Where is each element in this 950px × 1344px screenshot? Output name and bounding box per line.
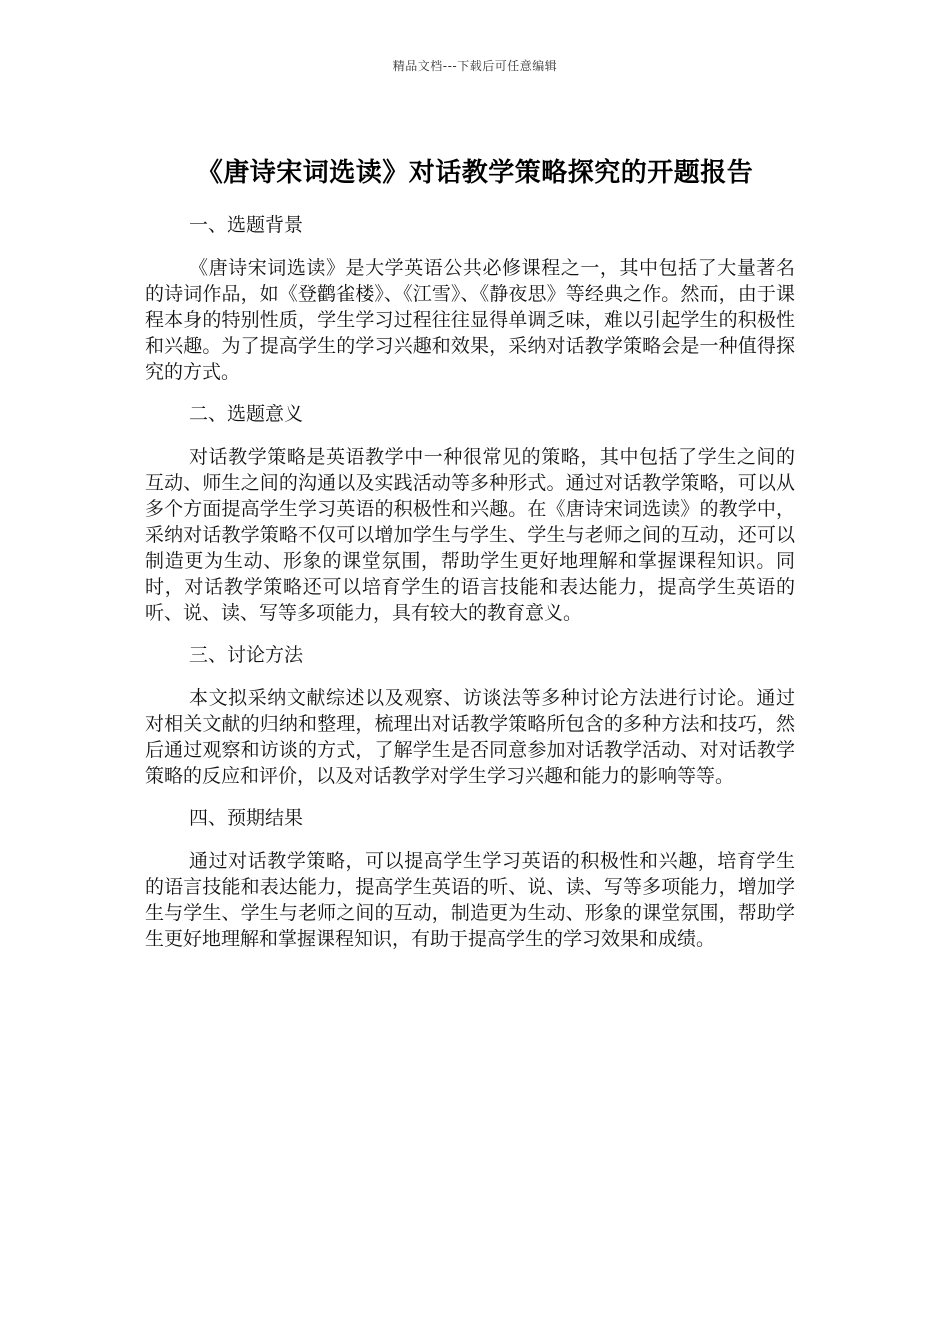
section-paragraph-expected-results: 通过对话教学策略，可以提高学生学习英语的积极性和兴趣，培育学生的语言技能和表达能力，提高学生英语的听、说、读、写等多项能力，增加学生与学生、学生与老师之间的互动，制造更为生动、形象的课堂氛围，帮助学生更好地理解和掌握课程知识，有助于提高学生的学习效果和成绩。 [145, 850, 795, 950]
section-heading-expected-results: 四、预期结果 [189, 807, 304, 829]
document-title: 《唐诗宋词选读》对话教学策略探究的开题报告 [196, 158, 754, 189]
document-body [145, 212, 795, 968]
section-paragraph-method: 本文拟采纳文献综述以及观察、访谈法等多种讨论方法进行讨论。通过对相关文献的归纳和整理，梳理出对话教学策略所包含的多种方法和技巧，然后通过观察和访谈的方式，了解学生是否同意参加对话教学活动、对对话教学策略的反应和评价，以及对话教学对学生学习兴趣和能力的影响等等。 [145, 687, 795, 787]
section-paragraph-significance: 对话教学策略是英语教学中一种很常见的策略，其中包括了学生之间的互动、师生之间的沟通以及实践活动等多种形式。通过对话教学策略，可以从多个方面提高学生学习英语的积极性和兴趣。在《唐诗宋词选读》的教学中，采纳对话教学策略不仅可以增加学生与学生、学生与老师之间的互动，还可以制造更为生动、形象的课堂氛围，帮助学生更好地理解和掌握课程知识。同时，对话教学策略还可以培育学生的语言技能和表达能力，提高学生英语的听、说、读、写等多项能力，具有较大的教育意义。 [145, 446, 795, 624]
section-paragraph-background: 《唐诗宋词选读》是大学英语公共必修课程之一，其中包括了大量著名的诗词作品，如《登鹳雀楼》、《江雪》、《静夜思》等经典之作。然而，由于课程本身的特别性质，学生学习过程往往显得单调乏味，难以引起学生的积极性和兴趣。为了提高学生的学习兴趣和效果，采纳对话教学策略会是一种值得探究的方式。 [145, 257, 795, 383]
header-note: 精品文档---下载后可任意编辑 [392, 59, 558, 73]
section-heading-background: 一、选题背景 [189, 214, 304, 236]
section-heading-significance: 二、选题意义 [189, 403, 304, 425]
section-heading-method: 三、讨论方法 [189, 644, 304, 666]
